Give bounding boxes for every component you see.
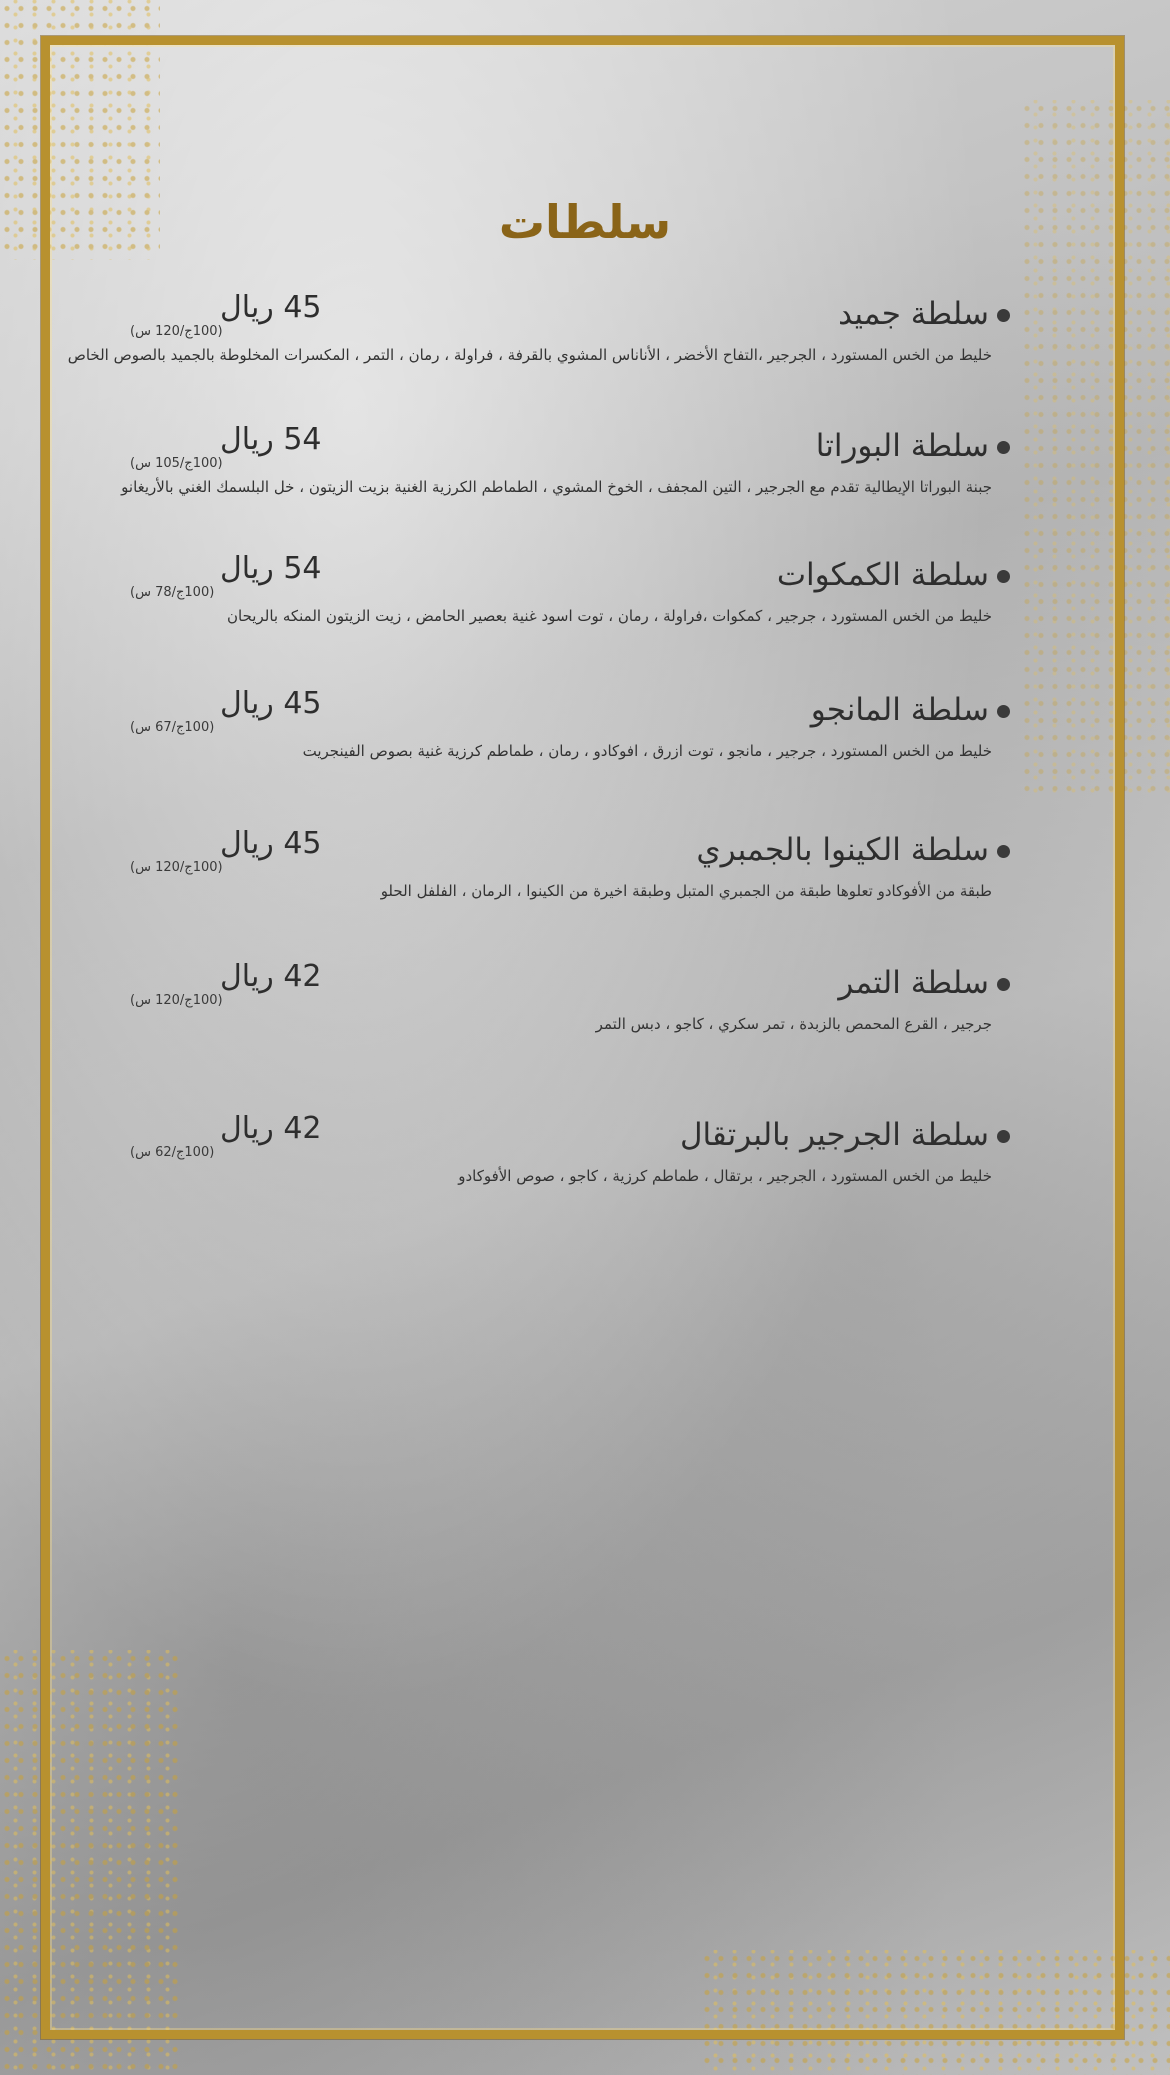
bullet-icon (997, 705, 1010, 718)
item-description: خليط من الخس المستورد ، جرجير ، كمكوات ،فراولة ، رمان ، توت اسود غنية بعصير الحامض ، زيت الزيتون المنكه بالريحان (227, 607, 992, 625)
item-weight: (100ج/78 س) (130, 585, 215, 600)
item-price: 54 ريال (220, 422, 322, 457)
item-description: جبنة البوراتا الإيطالية تقدم مع الجرجير ، التين المجفف ، الخوخ المشوي ، الطماطم الكرزية الغنية بزيت الزيتون ، خل البلسمك الغني بالأريغانو (121, 478, 992, 496)
item-name: سلطة الكينوا بالجمبري (696, 832, 989, 868)
bullet-icon (997, 441, 1010, 454)
item-price: 45 ريال (220, 826, 322, 861)
item-weight: (100ج/120 س) (130, 993, 223, 1008)
item-price: 45 ريال (220, 686, 322, 721)
item-weight: (100ج/120 س) (130, 860, 223, 875)
item-name: سلطة المانجو (810, 692, 989, 728)
item-name: سلطة الجرجير بالبرتقال (679, 1117, 989, 1153)
item-name: سلطة التمر (838, 965, 989, 1001)
bullet-icon (997, 570, 1010, 583)
item-name-row (811, 692, 1010, 728)
item-name-row (777, 557, 1010, 593)
menu-title: سلطات (498, 195, 672, 249)
bullet-icon (997, 1130, 1010, 1143)
item-weight: (100ج/105 س) (130, 456, 223, 471)
item-description: خليط من الخس المستورد ، الجرجير ،التفاح الأخضر ، الأناناس المشوي بالقرفة ، فراولة ، رمان ، التمر ، المكسرات المخلوطة بالجميد بالصوص الخاص (67, 346, 992, 364)
item-name-row (696, 832, 1010, 868)
item-description: خليط من الخس المستورد ، الجرجير ، برتقال ، طماطم كرزية ، كاجو ، صوص الأفوكادو (458, 1167, 992, 1185)
item-name: سلطة البوراتا (815, 428, 989, 464)
item-name-row (838, 296, 1010, 332)
item-weight: (100ج/62 س) (130, 1145, 215, 1160)
item-price: 42 ريال (220, 959, 322, 994)
item-weight: (100ج/120 س) (130, 324, 223, 339)
item-description: خليط من الخس المستورد ، جرجير ، مانجو ، توت ازرق ، افوكادو ، رمان ، طماطم كرزية غنية بصوص الفينجريت (302, 742, 992, 760)
item-weight: (100ج/67 س) (130, 720, 215, 735)
item-price: 45 ريال (220, 290, 322, 325)
bullet-icon (997, 845, 1010, 858)
item-name: سلطة الكمكوات (776, 557, 989, 593)
item-description: طبقة من الأفوكادو تعلوها طبقة من الجمبري المتبل وطبقة اخيرة من الكينوا ، الرمان ، الفلفل الحلو (380, 882, 992, 900)
item-description: جرجير ، القرع المحمص بالزبدة ، تمر سكري ، كاجو ، دبس التمر (595, 1015, 992, 1033)
item-price: 42 ريال (220, 1111, 322, 1146)
item-name-row (838, 965, 1010, 1001)
item-name-row (680, 1117, 1010, 1153)
bullet-icon (997, 978, 1010, 991)
bullet-icon (997, 309, 1010, 322)
item-name: سلطة جميد (838, 296, 989, 332)
item-name-row (816, 428, 1010, 464)
item-price: 54 ريال (220, 551, 322, 586)
